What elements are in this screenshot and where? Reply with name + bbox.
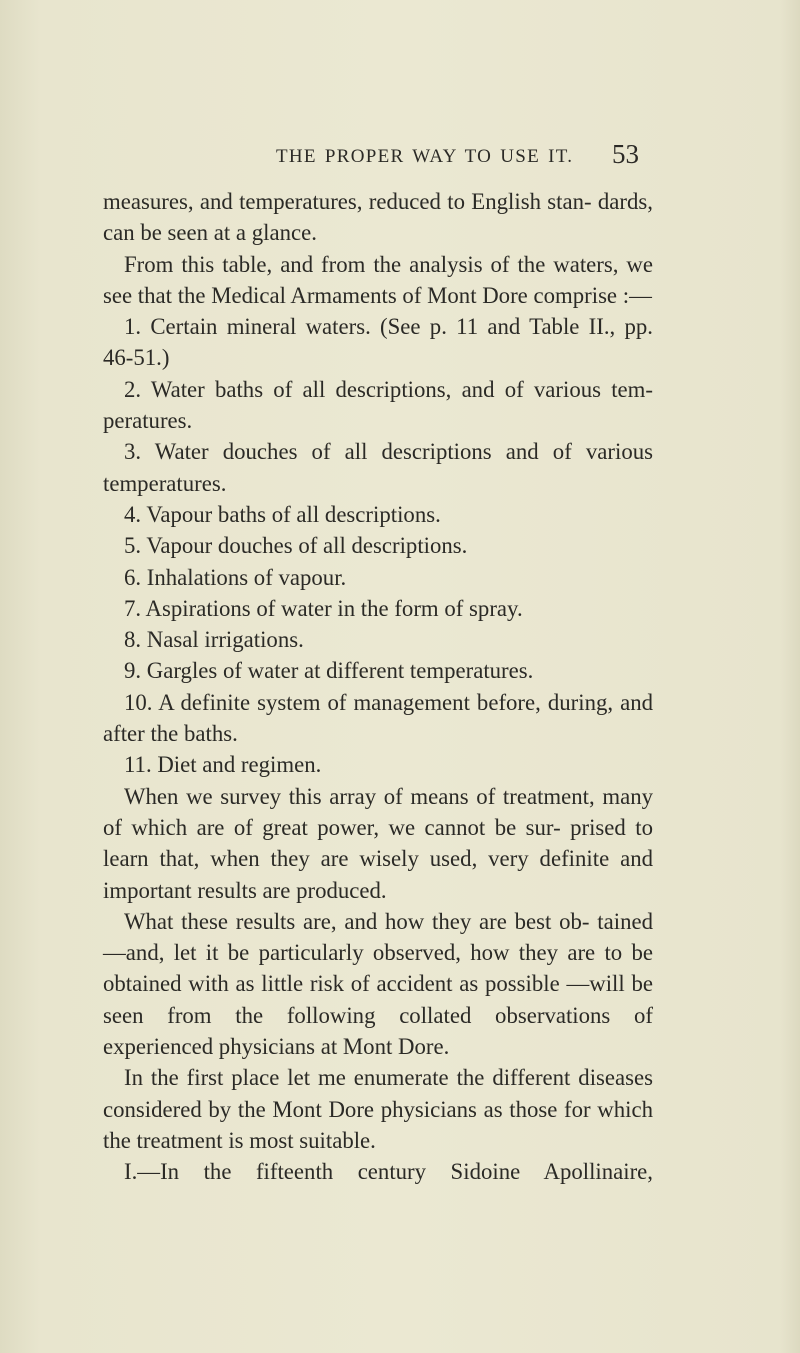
paragraph-what-these-results: What these results are, and how they are best ob- tained—and, let it be particularly observed, how they are to be obtained with as little risk of accident as possible —will be seen from the following collated observations of experienced physicians at Mont Dore.	[103, 908, 653, 1060]
page-body	[103, 186, 653, 1188]
list-item-8: 8. Nasal irrigations.	[124, 627, 304, 653]
list-item-4: 4. Vapour baths of all descriptions.	[124, 501, 441, 527]
list-item-10: 10. A definite system of management before, during, and after the baths.	[103, 689, 653, 747]
list-item-2: 2. Water baths of all descriptions, and of various tem- peratures.	[103, 376, 653, 434]
page-header	[0, 139, 800, 176]
list-item-1: 1. Certain mineral waters. (See p. 11 and Table II., pp. 46-51.)	[103, 314, 653, 371]
list-item-9: 9. Gargles of water at different temperatures.	[124, 658, 534, 684]
page-number: 53	[612, 139, 639, 169]
list-item-7: 7. Aspirations of water in the form of spray.	[124, 595, 523, 621]
paragraph-fifteenth-century: I.—In the fifteenth century Sidoine Apollinaire,	[124, 1159, 653, 1185]
list-item-6: 6. Inhalations of vapour.	[124, 564, 347, 590]
paragraph-when-we-survey: When we survey this array of means of treatment, many of which are of great power, we cannot be sur- prised to learn that, when they are wisely used, very definite and important results are produced.	[103, 783, 653, 903]
paragraph-in-the-first-place: In the first place let me enumerate the different diseases considered by the Mont Dore physicians as those for which the treatment is most suitable.	[103, 1065, 653, 1153]
paragraph-measures: measures, and temperatures, reduced to English stan- dards, can be seen at a glance.	[103, 189, 653, 246]
list-item-3: 3. Water douches of all descriptions and of various temperatures.	[103, 439, 653, 496]
running-head: THE PROPER WAY TO USE IT.	[276, 146, 574, 167]
list-item-5: 5. Vapour douches of all descriptions.	[124, 533, 468, 559]
paragraph-from-this-table: From this table, and from the analysis of the waters, we see that the Medical Armaments of Mont Dore comprise :—	[103, 251, 653, 308]
list-item-11: 11. Diet and regimen.	[124, 752, 322, 778]
